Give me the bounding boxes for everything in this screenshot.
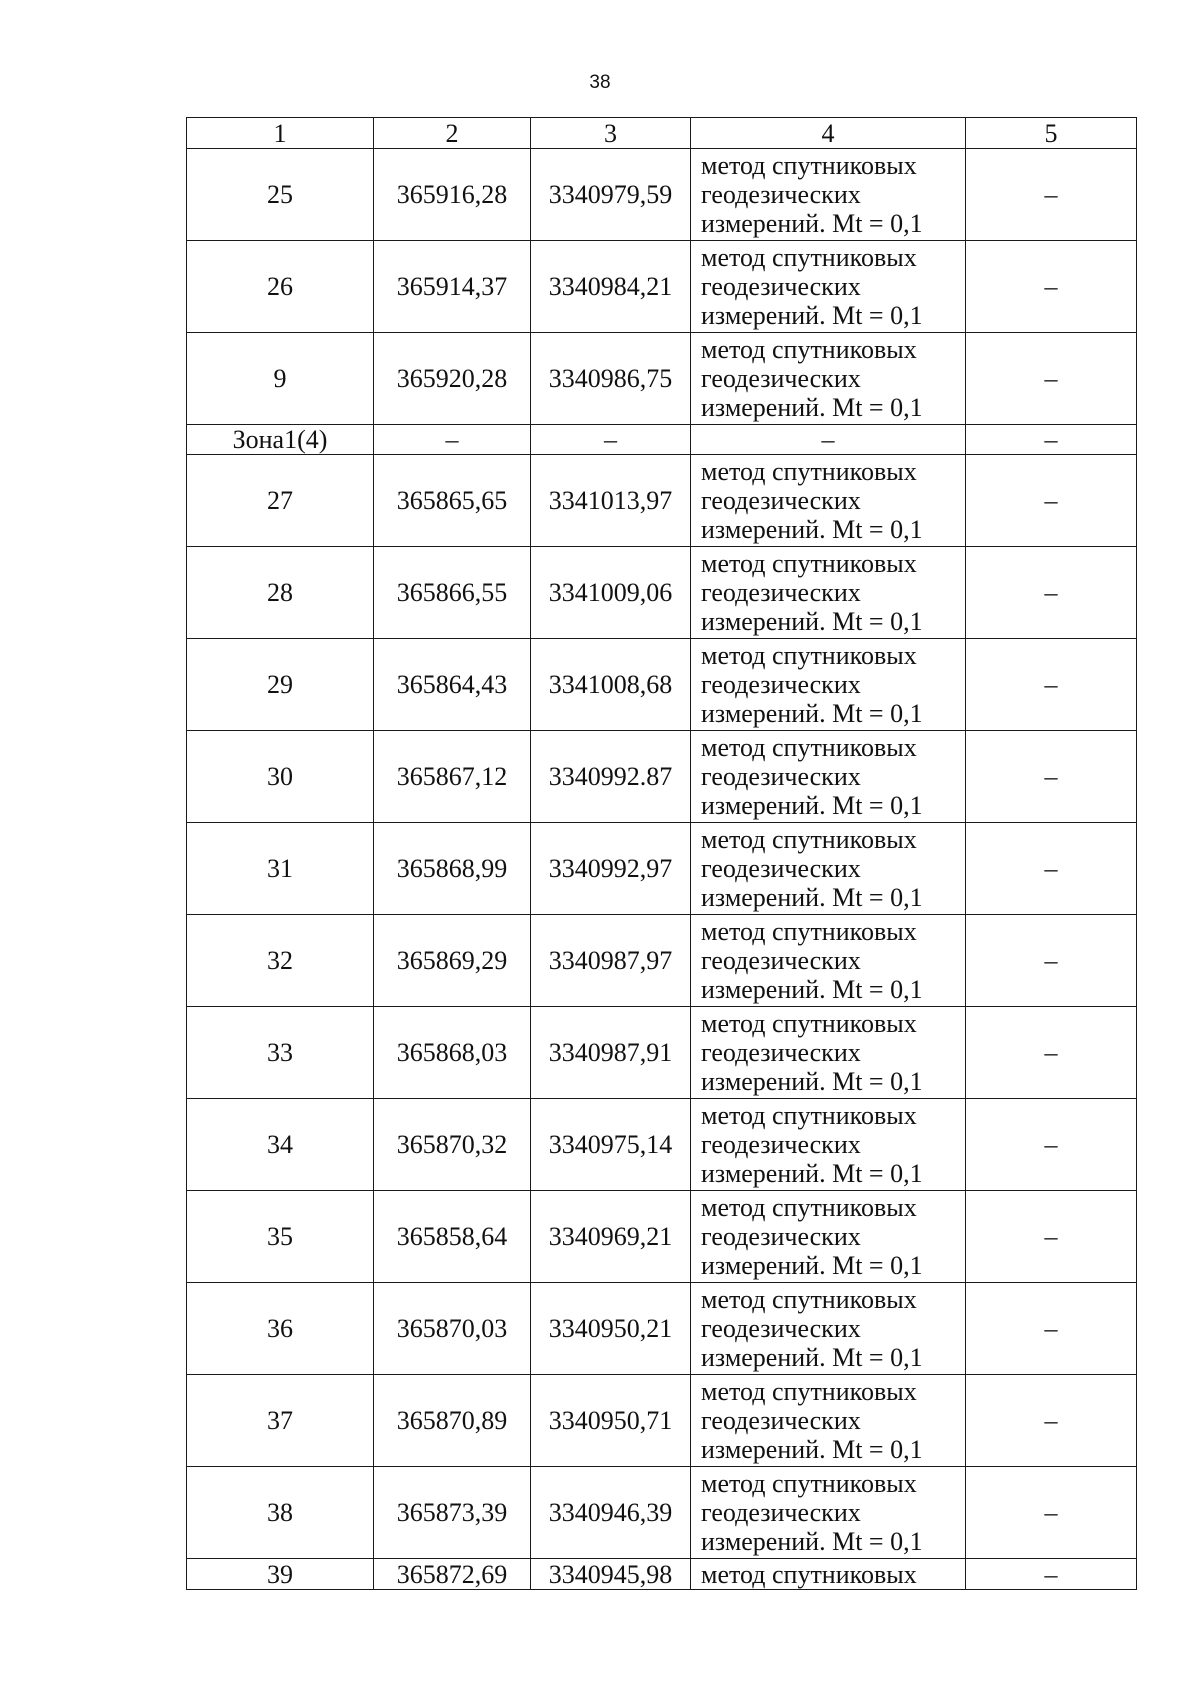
- coordinate-x: 365869,29: [374, 915, 531, 1007]
- coordinate-x: 365868,03: [374, 1007, 531, 1099]
- column-5-value: –: [966, 1559, 1137, 1590]
- column-5-value: –: [966, 731, 1137, 823]
- measurement-method: метод спутниковых геодезических измерений. Mt = 0,1: [691, 1375, 966, 1467]
- table-row: [187, 241, 1137, 333]
- coordinate-x: 365870,03: [374, 1283, 531, 1375]
- table-row: [187, 1559, 1137, 1590]
- measurement-method: метод спутниковых геодезических измерений. Mt = 0,1: [691, 1283, 966, 1375]
- coordinate-x: –: [374, 425, 531, 455]
- coordinate-x: 365864,43: [374, 639, 531, 731]
- coordinate-x: 365858,64: [374, 1191, 531, 1283]
- coordinate-y: 3340987,97: [531, 915, 691, 1007]
- coordinate-y: 3340975,14: [531, 1099, 691, 1191]
- coordinate-y: 3340945,98: [531, 1559, 691, 1590]
- measurement-method: метод спутниковых геодезических измерений. Mt = 0,1: [691, 1007, 966, 1099]
- point-number: 36: [187, 1283, 374, 1375]
- coordinate-x: 365867,12: [374, 731, 531, 823]
- column-5-value: –: [966, 1283, 1137, 1375]
- coordinate-y: 3340987,91: [531, 1007, 691, 1099]
- measurement-method: метод спутниковых геодезических измерений. Mt = 0,1: [691, 915, 966, 1007]
- coordinate-y: 3340984,21: [531, 241, 691, 333]
- coordinate-y: 3340946,39: [531, 1467, 691, 1559]
- column-5-value: –: [966, 241, 1137, 333]
- column-5-value: –: [966, 639, 1137, 731]
- table-row: [187, 639, 1137, 731]
- column-5-value: –: [966, 547, 1137, 639]
- coordinate-y: 3341008,68: [531, 639, 691, 731]
- point-number: 34: [187, 1099, 374, 1191]
- measurement-method: метод спутниковых геодезических измерений. Mt = 0,1: [691, 455, 966, 547]
- measurement-method: метод спутниковых геодезических измерений. Mt = 0,1: [691, 333, 966, 425]
- column-5-value: –: [966, 1375, 1137, 1467]
- measurement-method: метод спутниковых геодезических измерений. Mt = 0,1: [691, 731, 966, 823]
- point-number: 31: [187, 823, 374, 915]
- measurement-method: метод спутниковых геодезических измерений. Mt = 0,1: [691, 1467, 966, 1559]
- page-number: 38: [589, 72, 611, 93]
- point-number: 28: [187, 547, 374, 639]
- column-5-value: –: [966, 1099, 1137, 1191]
- coordinate-y: 3340969,21: [531, 1191, 691, 1283]
- point-number: 9: [187, 333, 374, 425]
- table-row: [187, 731, 1137, 823]
- measurement-method: метод спутниковых: [691, 1559, 966, 1590]
- measurement-method: метод спутниковых геодезических измерений. Mt = 0,1: [691, 149, 966, 241]
- table-row: [187, 547, 1137, 639]
- header-col-1: 1: [187, 118, 374, 149]
- measurement-method: метод спутниковых геодезических измерений. Mt = 0,1: [691, 241, 966, 333]
- zone-row: [187, 425, 1137, 455]
- coordinate-x: 365865,65: [374, 455, 531, 547]
- column-5-value: –: [966, 333, 1137, 425]
- coordinate-x: 365870,32: [374, 1099, 531, 1191]
- table-body: [187, 149, 1137, 1590]
- table-row: [187, 1283, 1137, 1375]
- table-row: [187, 333, 1137, 425]
- coordinate-y: 3340986,75: [531, 333, 691, 425]
- point-number: 35: [187, 1191, 374, 1283]
- point-number: 39: [187, 1559, 374, 1590]
- point-number: 37: [187, 1375, 374, 1467]
- measurement-method: метод спутниковых геодезических измерений. Mt = 0,1: [691, 1099, 966, 1191]
- column-5-value: –: [966, 455, 1137, 547]
- table-row: [187, 1007, 1137, 1099]
- coordinate-x: 365914,37: [374, 241, 531, 333]
- coordinate-y: 3341013,97: [531, 455, 691, 547]
- point-number: 32: [187, 915, 374, 1007]
- column-5-value: –: [966, 149, 1137, 241]
- point-number: 30: [187, 731, 374, 823]
- table-row: [187, 823, 1137, 915]
- measurement-method: метод спутниковых геодезических измерений. Mt = 0,1: [691, 823, 966, 915]
- table-header: [187, 118, 1137, 149]
- header-row: [187, 118, 1137, 149]
- table-row: [187, 1191, 1137, 1283]
- coordinate-y: 3340979,59: [531, 149, 691, 241]
- point-number: 27: [187, 455, 374, 547]
- coordinates-table: [186, 117, 1137, 1590]
- table-row: [187, 915, 1137, 1007]
- point-number: 25: [187, 149, 374, 241]
- point-number: 38: [187, 1467, 374, 1559]
- column-5-value: –: [966, 1467, 1137, 1559]
- table-row: [187, 1099, 1137, 1191]
- point-number: 26: [187, 241, 374, 333]
- table-row: [187, 1467, 1137, 1559]
- measurement-method: –: [691, 425, 966, 455]
- table-row: [187, 149, 1137, 241]
- header-col-5: 5: [966, 118, 1137, 149]
- measurement-method: метод спутниковых геодезических измерений. Mt = 0,1: [691, 639, 966, 731]
- table-row: [187, 455, 1137, 547]
- coordinate-y: 3341009,06: [531, 547, 691, 639]
- coordinate-y: 3340992,97: [531, 823, 691, 915]
- coordinate-x: 365866,55: [374, 547, 531, 639]
- header-col-4: 4: [691, 118, 966, 149]
- coordinate-y: –: [531, 425, 691, 455]
- column-5-value: –: [966, 425, 1137, 455]
- column-5-value: –: [966, 915, 1137, 1007]
- point-number: 29: [187, 639, 374, 731]
- coordinate-x: 365873,39: [374, 1467, 531, 1559]
- zone-label: Зона1(4): [187, 425, 374, 455]
- coordinate-y: 3340950,21: [531, 1283, 691, 1375]
- column-5-value: –: [966, 823, 1137, 915]
- coordinate-y: 3340992.87: [531, 731, 691, 823]
- header-col-2: 2: [374, 118, 531, 149]
- column-5-value: –: [966, 1191, 1137, 1283]
- table-row: [187, 1375, 1137, 1467]
- header-col-3: 3: [531, 118, 691, 149]
- column-5-value: –: [966, 1007, 1137, 1099]
- coordinate-x: 365870,89: [374, 1375, 531, 1467]
- coordinate-x: 365872,69: [374, 1559, 531, 1590]
- coordinate-y: 3340950,71: [531, 1375, 691, 1467]
- coordinate-x: 365916,28: [374, 149, 531, 241]
- coordinate-x: 365920,28: [374, 333, 531, 425]
- coordinate-x: 365868,99: [374, 823, 531, 915]
- measurement-method: метод спутниковых геодезических измерений. Mt = 0,1: [691, 547, 966, 639]
- point-number: 33: [187, 1007, 374, 1099]
- measurement-method: метод спутниковых геодезических измерений. Mt = 0,1: [691, 1191, 966, 1283]
